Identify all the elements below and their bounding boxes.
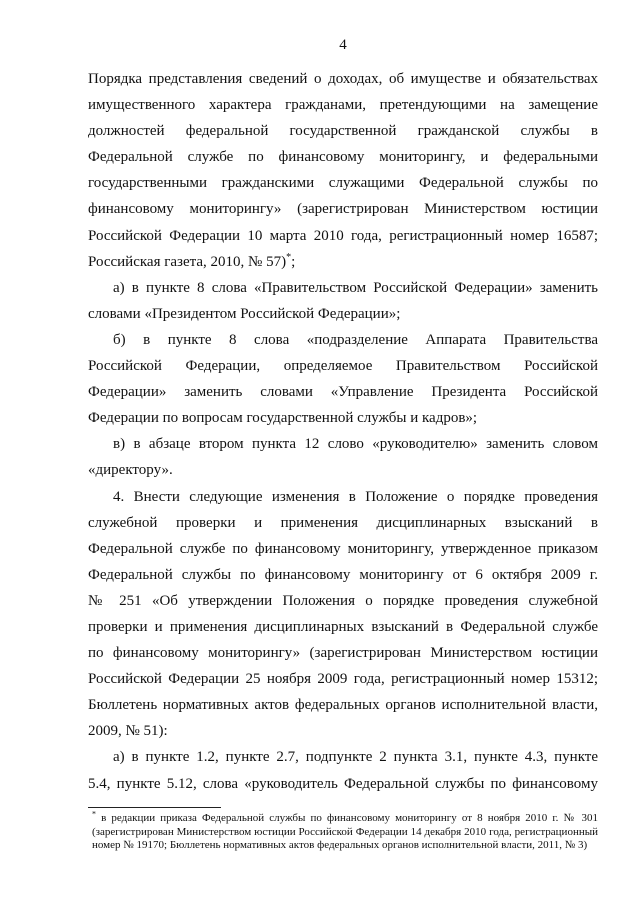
text-line-tail: ; — [291, 253, 296, 270]
text-line: Российской Федерации 10 марта 2010 года, регистрационный номер 16587; — [88, 227, 598, 244]
paragraph-item-b — [88, 327, 598, 431]
footnote-mark: * — [92, 809, 96, 819]
paragraph-item-a — [88, 275, 598, 327]
text-line: Российской Федерации, определяемое Правительством Российской — [88, 358, 598, 375]
footnote-line: номер № 19170; Бюллетень нормативных актов федеральных органов исполнительной власти, 2011, № 3) — [92, 839, 588, 852]
text-line: № 251 «Об утверждении Положения о порядке проведения служебной — [88, 592, 598, 609]
text-line: б) в пункте 8 слова «подразделение Аппарата Правительства — [113, 331, 598, 348]
text-line: Федеральной службе по финансовому мониторингу, утвержденное приказом — [88, 540, 598, 557]
text-line: имущественного характера гражданами, претендующими на замещение — [88, 97, 598, 114]
paragraph-section-4 — [88, 484, 598, 745]
text-line: 4. Внести следующие изменения в Положение о порядке проведения — [113, 488, 598, 505]
text-line: должностей федеральной государственной гражданской службы в — [88, 123, 598, 140]
footnote-reference: * — [286, 251, 292, 263]
text-line: словами «Президентом Российской Федерации»; — [88, 305, 401, 322]
text-line: Порядка представления сведений о доходах, об имуществе и обязательствах — [88, 71, 598, 87]
text-line: а) в пункте 1.2, пункте 2.7, подпункте 2 пункта 3.1, пункте 4.3, пункте — [113, 749, 598, 766]
text-line: Бюллетень нормативных актов федеральных органов исполнительной власти, — [88, 697, 598, 714]
paragraph-section-4-item-a — [88, 744, 598, 796]
paragraph-intro-continuation — [88, 66, 598, 275]
text-line-content: Российская газета, 2010, № 57) — [88, 253, 287, 270]
paragraph-item-v — [88, 431, 598, 483]
text-line: проверки и применения дисциплинарных взысканий в Федеральной службе — [88, 618, 598, 635]
page-number: 4 — [339, 37, 347, 53]
text-line: «директору». — [88, 462, 173, 479]
footnote-separator — [88, 807, 221, 808]
text-line: Федеральной службе по финансовому мониторингу, и федеральными — [88, 149, 598, 166]
footnote-line-content: в редакции приказа Федеральной службы по финансовому мониторингу от 8 ноября 2010 г. № 301 — [101, 812, 599, 824]
document-body — [88, 66, 598, 797]
text-line: финансовому мониторингу» (зарегистрирован Министерством юстиции — [88, 201, 598, 218]
text-line: Федеральной службы по финансовому мониторингу от 6 октября 2009 г. — [88, 566, 598, 583]
footnote-line — [92, 809, 599, 826]
text-line: Российской Федерации 25 ноября 2009 года, регистрационный номер 15312; — [88, 671, 598, 688]
footnote — [92, 809, 599, 853]
text-line: по финансовому мониторингу» (зарегистрирован Министерством юстиции — [88, 645, 598, 662]
text-line: Федерации» заменить словами «Управление Президента Российской — [88, 384, 598, 401]
text-line: государственными гражданскими служащими Федеральной службы по — [88, 175, 598, 192]
text-line: 5.4, пункте 5.12, слова «руководитель Федеральной службы по финансовому — [88, 775, 598, 792]
text-line: Федерации по вопросам государственной службы и кадров»; — [88, 410, 478, 427]
text-line: а) в пункте 8 слова «Правительством Российской Федерации» заменить — [113, 279, 598, 296]
text-line — [88, 249, 598, 275]
text-line: в) в абзаце втором пункта 12 слово «руководителю» заменить словом — [113, 436, 598, 453]
footnote-line: (зарегистрирован Министерством юстиции Российской Федерации 14 декабря 2010 года, регистрационный — [92, 825, 598, 838]
text-line: 2009, № 51): — [88, 723, 168, 740]
text-line: служебной проверки и применения дисциплинарных взысканий в — [88, 514, 598, 531]
